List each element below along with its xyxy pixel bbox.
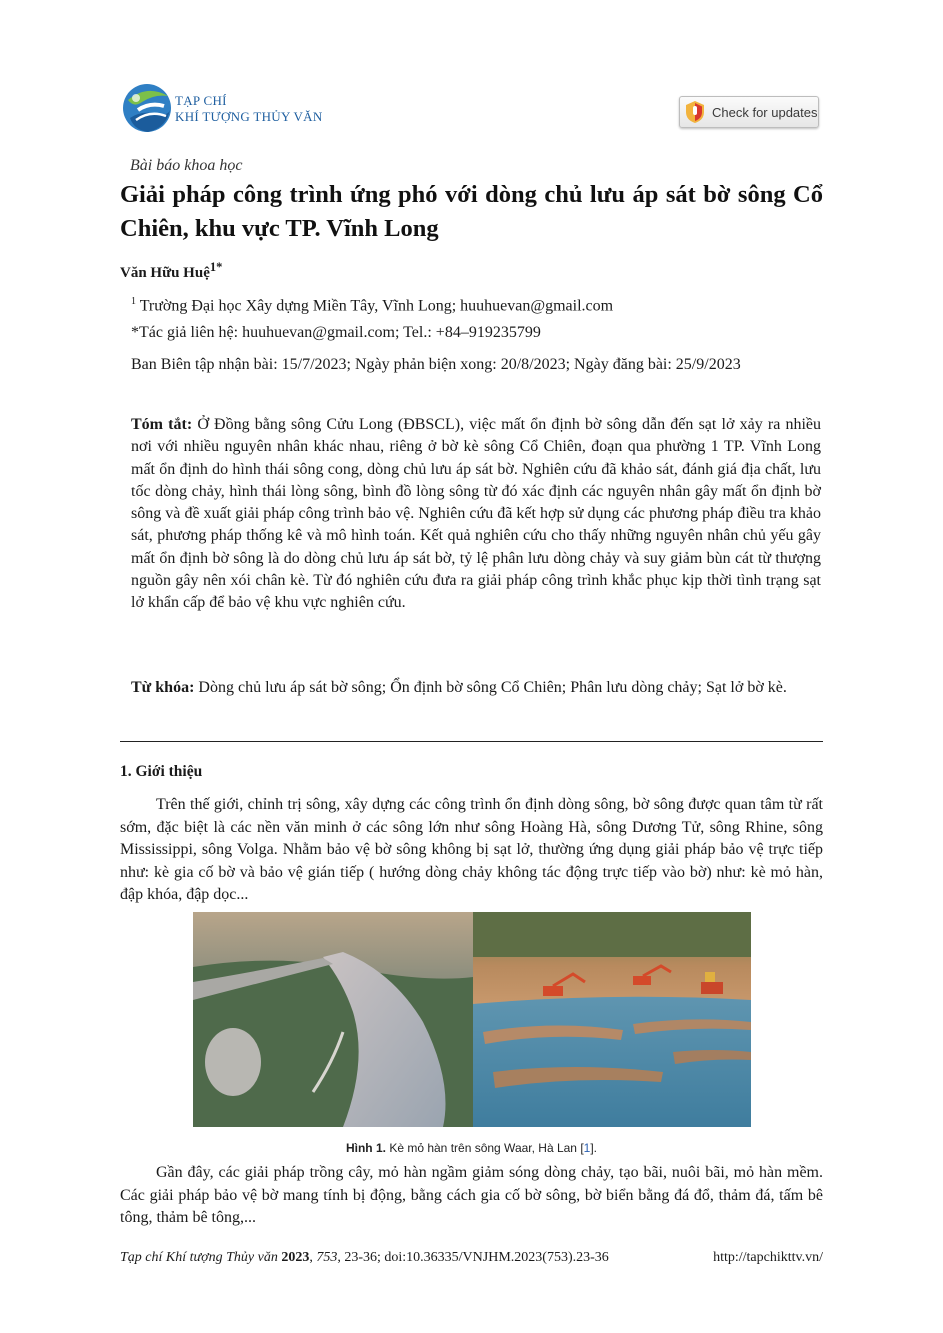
figure-1-image — [193, 912, 751, 1127]
abstract-label: Tóm tắt: — [131, 416, 193, 433]
figure-1-caption — [120, 1141, 823, 1155]
check-updates-icon — [684, 100, 706, 124]
journal-logo-text — [175, 93, 323, 125]
footer-journal: Tạp chí Khí tượng Thủy văn — [120, 1250, 278, 1265]
figure-1 — [193, 912, 751, 1127]
intro-paragraph-1: Trên thế giới, chỉnh trị sông, xây dựng các công trình ổn định dòng sông, bờ sông được quan tâm từ rất sớm, đặc biệt là các nền văn minh ở các sông lớn như sông Hoàng Hà, sông Dương Tử, sông Rhine, sông Mississippi, sông Volga. Nhằm bảo vệ bờ sông không bị sạt lở, thường ứng dụng giải pháp bảo vệ trực tiếp như: kè gia cố bờ và bảo vệ gián tiếp ( hướng dòng chảy không tác động trực tiếp vào bờ) như: kè mỏ hàn, đập khóa, đập dọc... — [120, 796, 823, 903]
article-type: Bài báo khoa học — [130, 157, 243, 174]
figure-1-reference-link[interactable]: 1 — [583, 1141, 591, 1155]
author — [120, 260, 222, 282]
footer-issue: 753 — [316, 1250, 338, 1265]
article-title: Giải pháp công trình ứng phó với dòng chủ lưu áp sát bờ sông Cổ Chiên, khu vực TP. Vĩnh Long — [120, 181, 823, 242]
check-for-updates-button[interactable] — [679, 96, 819, 128]
intro-paragraph-2: Gần đây, các giải pháp trồng cây, mỏ hàn ngầm giảm sóng dòng chảy, tạo bãi, nuôi bãi, mỏ hàn mềm. Các giải pháp bảo vệ bờ mang tính bị động, bằng cách gia cố bờ sông, bờ biển bằng đá đổ, thảm đá, tấm bê tông, thảm bê tông,... — [120, 1164, 823, 1226]
abstract-text: Ở Đồng bằng sông Cửu Long (ĐBSCL), việc mất ổn định bờ sông dẫn đến sạt lở xảy ra nhiều nơi với nhiều nguyên nhân khác nhau, riêng ở bờ kè sông Cổ Chiên, đoạn qua phường 1 TP. Vĩnh Long mất ổn định do hình thái sông cong, dòng chủ lưu áp sát bờ. Nghiên cứu đã khảo sát, đánh giá địa chất, lưu tốc dòng chảy, hình thái lòng sông, bình đồ lòng sông từ đó xác định các nguyên nhân gây mất ổn định bờ sông và đề xuất giải pháp công trình bảo vệ. Nghiên cứu đã kết hợp sử dụng các phương pháp điều tra khảo sát, phương pháp thống kê và mô hình toán. Kết quả nghiên cứu cho thấy những nguyên nhân chủ yếu gây mất ổn định bờ sông là do dòng chủ lưu áp sát bờ, tỷ lệ phân lưu dòng chảy và suy giảm bùn cát từ thượng nguồn gây nên xói chân kè. Từ đó nghiên cứu đưa ra giải pháp công trình khắc phục kịp thời tình trạng sạt lở khẩn cấp để bảo vệ khu vực nghiên cứu. — [131, 416, 822, 612]
affiliation — [131, 291, 821, 316]
figure-1-label: Hình 1. — [345, 1141, 386, 1155]
journal-globe-icon — [120, 80, 180, 136]
footer-year: 2023 — [281, 1250, 310, 1265]
footer-pages-doi: , 23-36; doi:10.36335/VNJHM.2023(753).23-36 — [337, 1250, 609, 1265]
keywords-text: Dòng chủ lưu áp sát bờ sông; Ổn định bờ sông Cổ Chiên; Phân lưu dòng chảy; Sạt lở bờ kè. — [194, 679, 787, 696]
affiliation-num: 1 — [131, 296, 136, 307]
keywords-label: Từ khóa: — [131, 679, 195, 696]
section-heading: 1. Giới thiệu — [120, 763, 203, 780]
corresponding-author: *Tác giả liên hệ: huuhuevan@gmail.com; Tel.: +84–919235799 — [131, 324, 541, 341]
logo-line-2: KHÍ TƯỢNG THỦY VĂN — [175, 109, 323, 124]
section-divider — [120, 741, 823, 742]
page-footer — [120, 1250, 823, 1266]
affiliation-text: Trường Đại học Xây dựng Miền Tây, Vĩnh Long; huuhuevan@gmail.com — [136, 297, 614, 315]
author-name: Văn Hữu Huệ — [120, 265, 210, 281]
author-sup: 1* — [209, 260, 223, 274]
article-dates: Ban Biên tập nhận bài: 15/7/2023; Ngày phản biện xong: 20/8/2023; Ngày đăng bài: 25/9/2023 — [131, 356, 741, 373]
footer-url[interactable]: http://tapchikttv.vn/ — [713, 1250, 823, 1265]
logo-line-1: TẠP CHÍ — [175, 93, 227, 108]
check-updates-label: Check for updates — [712, 104, 818, 120]
figure-1-caption-end: ]. — [590, 1141, 598, 1155]
footer-citation: Tạp chí Khí tượng Thủy văn 2023, 753, 23-36; doi:10.36335/VNJHM.2023(753).23-36 — [120, 1250, 609, 1265]
figure-1-caption-text: Kè mỏ hàn trên sông Waar, Hà Lan [ — [385, 1141, 584, 1155]
keywords — [131, 677, 821, 699]
abstract — [131, 414, 821, 615]
